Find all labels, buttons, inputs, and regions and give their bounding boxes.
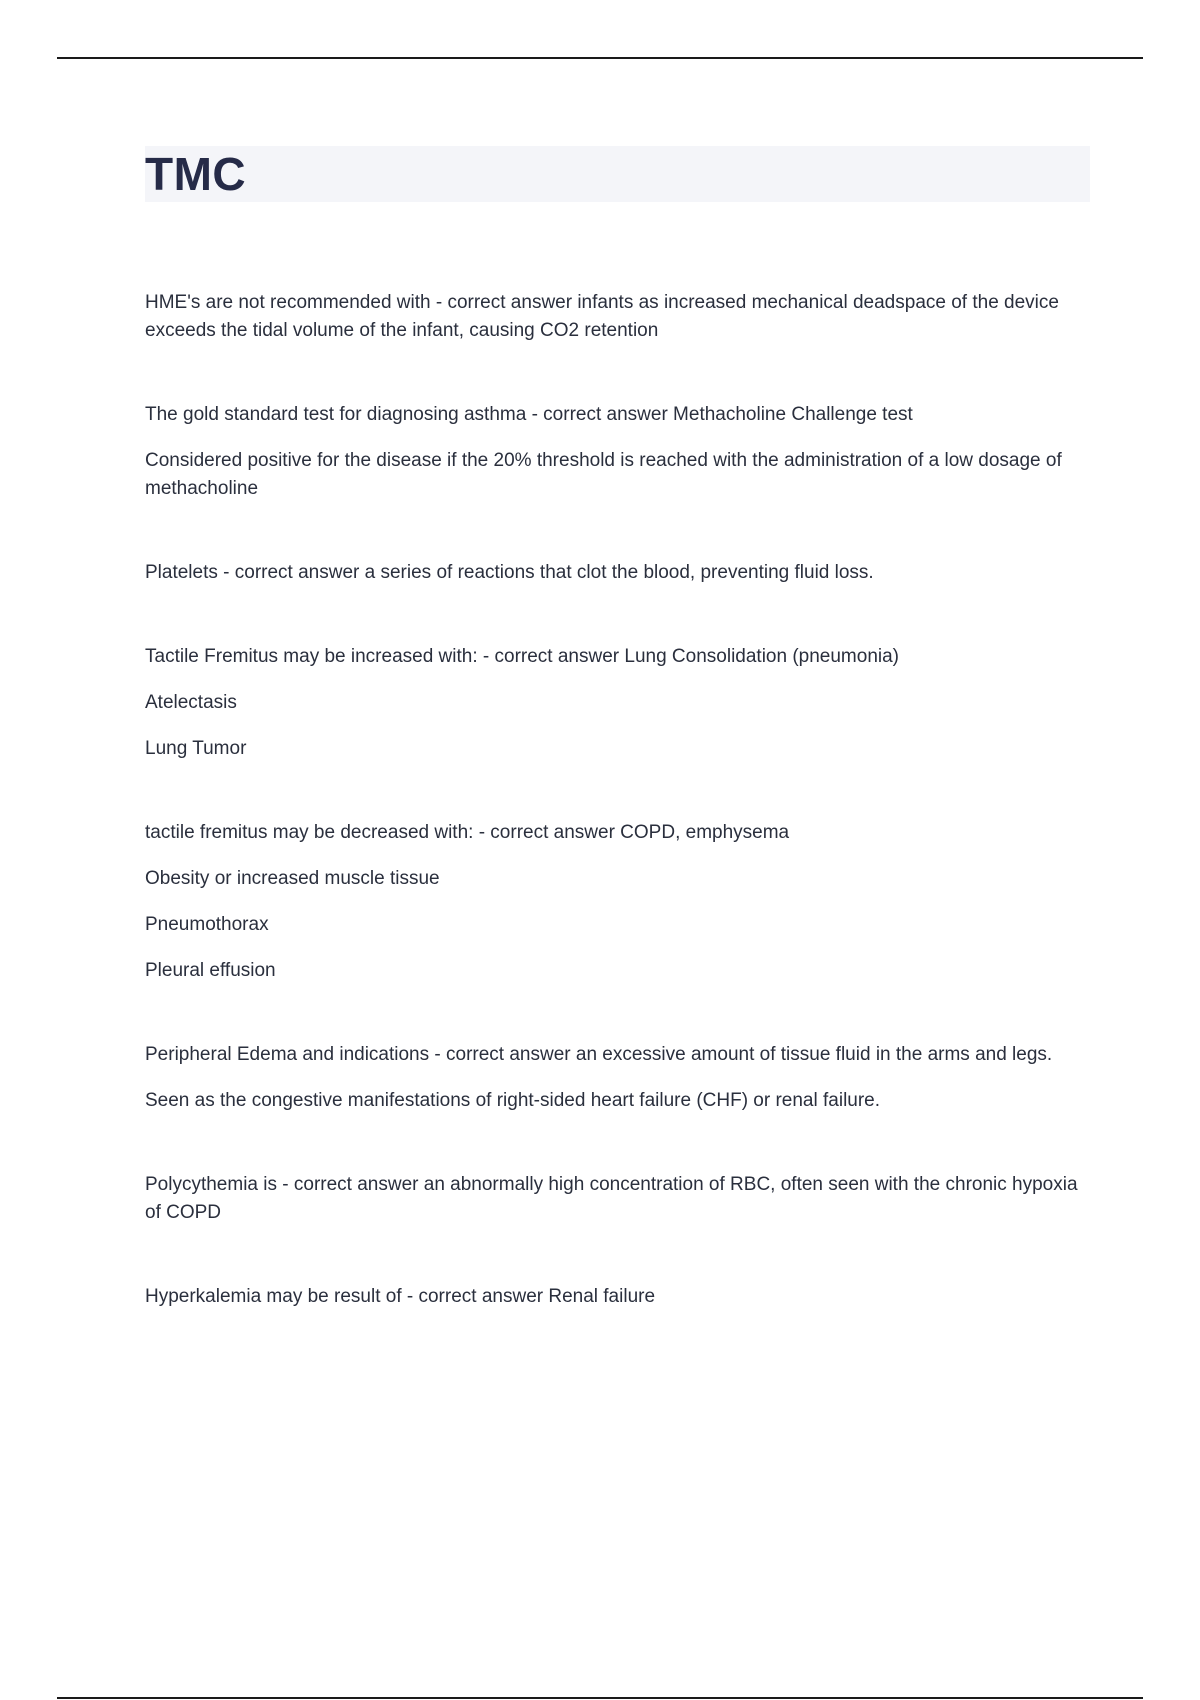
qa-line: Seen as the congestive manifestations of right-sided heart failure (CHF) or renal failure.: [145, 1090, 881, 1111]
qa-line: tactile fremitus may be decreased with: - correct answer COPD, emphysema: [145, 822, 790, 843]
qa-line: Polycythemia is - correct answer an abnormally high concentration of RBC, often seen with the chronic hypoxia of COPD: [145, 1174, 1078, 1223]
qa-item: [145, 289, 1090, 345]
qa-line: Pneumothorax: [145, 914, 269, 935]
qa-line: The gold standard test for diagnosing asthma - correct answer Methacholine Challenge test: [145, 404, 913, 425]
qa-line: Considered positive for the disease if the 20% threshold is reached with the administration of a low dosage of methacholine: [145, 450, 1062, 499]
qa-item: [145, 1041, 1090, 1115]
qa-line: Tactile Fremitus may be increased with: - correct answer Lung Consolidation (pneumonia): [145, 646, 900, 667]
qa-item: [145, 559, 1090, 587]
qa-line: Hyperkalemia may be result of - correct answer Renal failure: [145, 1286, 656, 1307]
qa-item: [145, 819, 1090, 985]
qa-item: [145, 1171, 1090, 1227]
qa-item: [145, 1283, 1090, 1311]
qa-item: [145, 643, 1090, 763]
qa-line: Lung Tumor: [145, 738, 247, 759]
bottom-rule: [57, 1697, 1143, 1699]
qa-line: HME's are not recommended with - correct answer infants as increased mechanical deadspace of the device exceeds the tidal volume of the infant, causing CO2 retention: [145, 292, 1059, 341]
top-rule: [57, 57, 1143, 59]
qa-item: [145, 401, 1090, 503]
qa-line: Pleural effusion: [145, 960, 276, 981]
title-band: [145, 146, 1090, 202]
qa-line: Platelets - correct answer a series of reactions that clot the blood, preventing fluid loss.: [145, 562, 874, 583]
qa-line: Atelectasis: [145, 692, 237, 713]
document-body: [145, 289, 1090, 1367]
qa-line: Peripheral Edema and indications - correct answer an excessive amount of tissue fluid in the arms and legs.: [145, 1044, 1053, 1065]
page-title: TMC: [145, 148, 247, 200]
qa-line: Obesity or increased muscle tissue: [145, 868, 440, 889]
